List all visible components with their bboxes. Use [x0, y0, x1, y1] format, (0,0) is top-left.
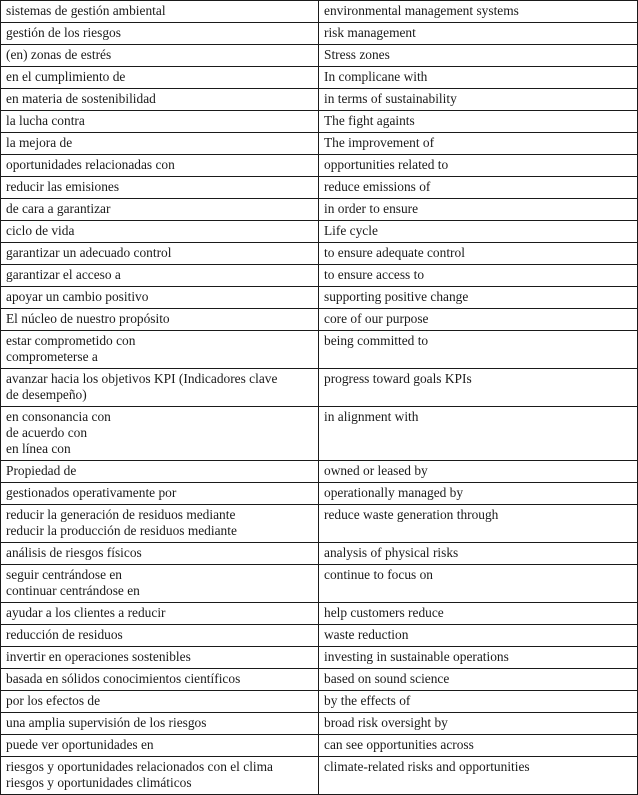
english-term-cell: environmental management systems [319, 1, 638, 23]
table-row [1, 691, 638, 713]
table-row [1, 543, 638, 565]
table-row [1, 407, 638, 461]
english-term-cell: investing in sustainable operations [319, 647, 638, 669]
spanish-term-cell: garantizar el acceso a [1, 265, 319, 287]
english-term-cell: owned or leased by [319, 461, 638, 483]
english-term-cell: broad risk oversight by [319, 713, 638, 735]
table-row [1, 483, 638, 505]
table-row [1, 669, 638, 691]
table-row [1, 1, 638, 23]
table-row [1, 331, 638, 369]
english-term-cell: analysis of physical risks [319, 543, 638, 565]
english-term-cell: The improvement of [319, 133, 638, 155]
table-row [1, 265, 638, 287]
spanish-term-cell: sistemas de gestión ambiental [1, 1, 319, 23]
english-term-cell: to ensure access to [319, 265, 638, 287]
spanish-term-cell: gestionados operativamente por [1, 483, 319, 505]
spanish-term-cell: avanzar hacia los objetivos KPI (Indicadores clave de desempeño) [1, 369, 319, 407]
english-term-cell: operationally managed by [319, 483, 638, 505]
english-term-cell: can see opportunities across [319, 735, 638, 757]
table-row [1, 757, 638, 795]
table-row [1, 625, 638, 647]
spanish-term-cell: de cara a garantizar [1, 199, 319, 221]
table-row [1, 89, 638, 111]
spanish-term-cell: gestión de los riesgos [1, 23, 319, 45]
table-row [1, 647, 638, 669]
spanish-term-cell: seguir centrándose en continuar centrándose en [1, 565, 319, 603]
spanish-term-cell: en consonancia con de acuerdo con en línea con [1, 407, 319, 461]
spanish-term-cell: apoyar un cambio positivo [1, 287, 319, 309]
english-term-cell: in alignment with [319, 407, 638, 461]
spanish-term-cell: ayudar a los clientes a reducir [1, 603, 319, 625]
spanish-term-cell: El núcleo de nuestro propósito [1, 309, 319, 331]
spanish-term-cell: por los efectos de [1, 691, 319, 713]
spanish-term-cell: la mejora de [1, 133, 319, 155]
spanish-term-cell: (en) zonas de estrés [1, 45, 319, 67]
spanish-term-cell: reducir la generación de residuos mediante reducir la producción de residuos mediante [1, 505, 319, 543]
spanish-term-cell: ciclo de vida [1, 221, 319, 243]
english-term-cell: core of our purpose [319, 309, 638, 331]
spanish-term-cell: estar comprometido con comprometerse a [1, 331, 319, 369]
spanish-term-cell: reducir las emisiones [1, 177, 319, 199]
table-row [1, 565, 638, 603]
table-row [1, 287, 638, 309]
table-row [1, 199, 638, 221]
english-term-cell: Stress zones [319, 45, 638, 67]
english-term-cell: progress toward goals KPIs [319, 369, 638, 407]
english-term-cell: Life cycle [319, 221, 638, 243]
table-row [1, 369, 638, 407]
spanish-term-cell: invertir en operaciones sostenibles [1, 647, 319, 669]
spanish-term-cell: basada en sólidos conocimientos científicos [1, 669, 319, 691]
spanish-term-cell: análisis de riesgos físicos [1, 543, 319, 565]
table-row [1, 45, 638, 67]
english-term-cell: continue to focus on [319, 565, 638, 603]
spanish-term-cell: reducción de residuos [1, 625, 319, 647]
english-term-cell: In complicane with [319, 67, 638, 89]
table-row [1, 461, 638, 483]
english-term-cell: to ensure adequate control [319, 243, 638, 265]
table-row [1, 243, 638, 265]
english-term-cell: waste reduction [319, 625, 638, 647]
spanish-term-cell: Propiedad de [1, 461, 319, 483]
spanish-term-cell: en el cumplimiento de [1, 67, 319, 89]
table-row [1, 309, 638, 331]
spanish-term-cell: la lucha contra [1, 111, 319, 133]
english-term-cell: climate-related risks and opportunities [319, 757, 638, 795]
english-term-cell: opportunities related to [319, 155, 638, 177]
table-row [1, 177, 638, 199]
table-row [1, 111, 638, 133]
table-row [1, 133, 638, 155]
english-term-cell: by the effects of [319, 691, 638, 713]
english-term-cell: in order to ensure [319, 199, 638, 221]
spanish-term-cell: riesgos y oportunidades relacionados con el clima riesgos y oportunidades climáticos [1, 757, 319, 795]
table-row [1, 505, 638, 543]
table-row [1, 23, 638, 45]
spanish-term-cell: una amplia supervisión de los riesgos [1, 713, 319, 735]
english-term-cell: based on sound science [319, 669, 638, 691]
english-term-cell: being committed to [319, 331, 638, 369]
spanish-term-cell: oportunidades relacionadas con [1, 155, 319, 177]
english-term-cell: risk management [319, 23, 638, 45]
english-term-cell: in terms of sustainability [319, 89, 638, 111]
spanish-term-cell: garantizar un adecuado control [1, 243, 319, 265]
english-term-cell: The fight againts [319, 111, 638, 133]
table-row [1, 221, 638, 243]
english-term-cell: help customers reduce [319, 603, 638, 625]
table-row [1, 603, 638, 625]
table-row [1, 155, 638, 177]
table-row [1, 735, 638, 757]
table-row [1, 713, 638, 735]
glossary-body [1, 1, 638, 795]
english-term-cell: reduce emissions of [319, 177, 638, 199]
table-row [1, 67, 638, 89]
spanish-term-cell: puede ver oportunidades en [1, 735, 319, 757]
english-term-cell: supporting positive change [319, 287, 638, 309]
english-term-cell: reduce waste generation through [319, 505, 638, 543]
spanish-term-cell: en materia de sostenibilidad [1, 89, 319, 111]
